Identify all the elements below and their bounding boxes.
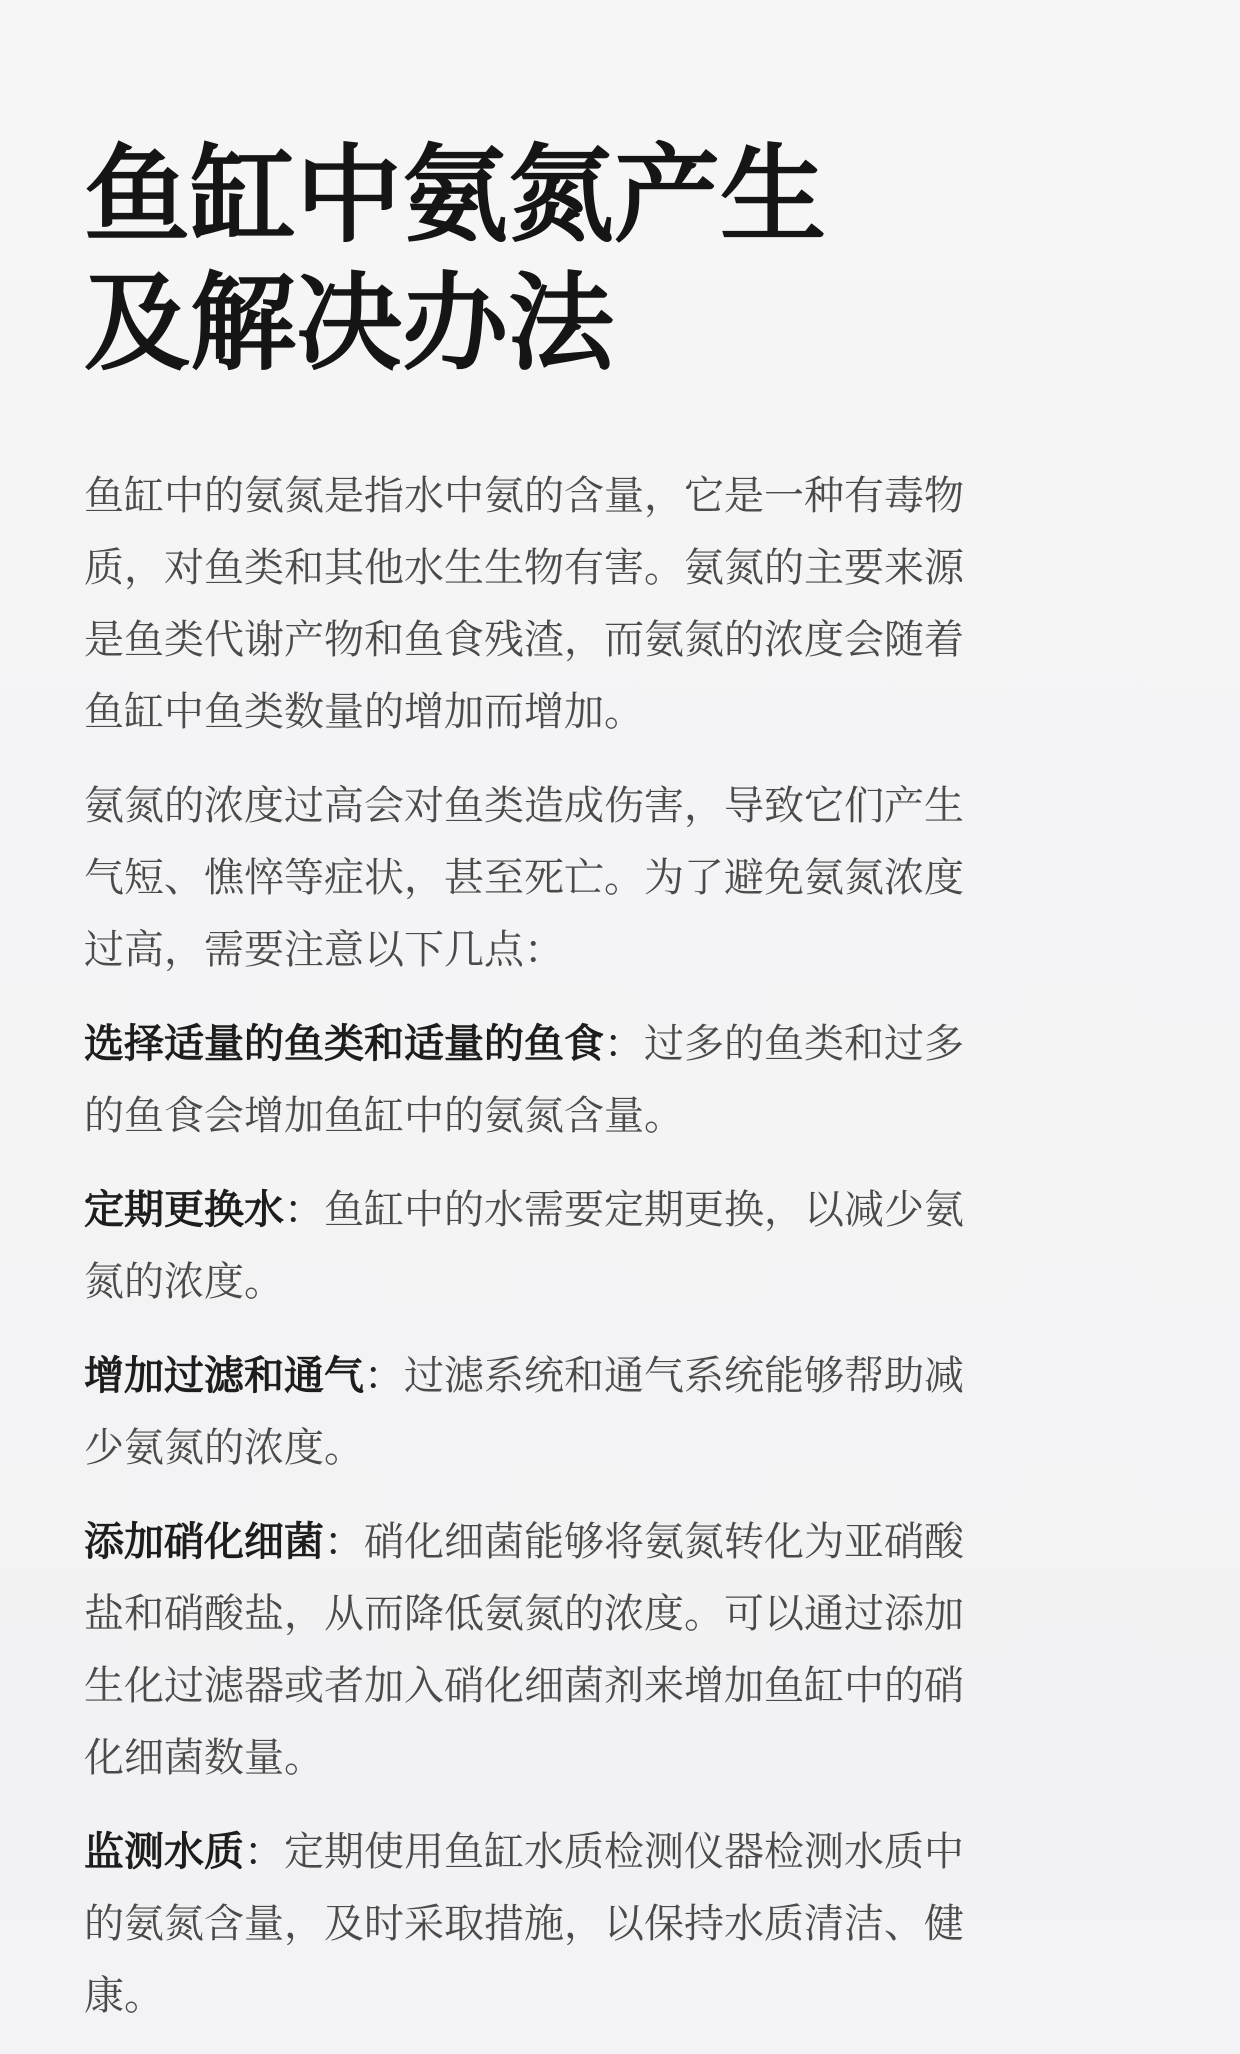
point-nitrifying-bacteria (84, 1506, 984, 1794)
title-line-2: 及解决办法 (84, 262, 614, 385)
point-label: 选择适量的鱼类和适量的鱼食 (84, 1021, 604, 1067)
point-filter-aeration (84, 1340, 984, 1484)
point-label: 定期更换水 (84, 1187, 284, 1233)
point-separator: ： (284, 1187, 324, 1233)
point-text: 鱼缸中的水需要定期更换，以减少氨氮的浓度。 (84, 1187, 964, 1305)
point-text: 定期使用鱼缸水质检测仪器检测水质中的氨氮含量，及时采取措施，以保持水质清洁、健康。 (84, 1829, 964, 2019)
point-change-water (84, 1174, 984, 1318)
point-separator: ： (324, 1519, 364, 1565)
point-label: 增加过滤和通气 (84, 1353, 364, 1399)
point-label: 监测水质 (84, 1829, 244, 1875)
article-content (84, 132, 984, 2054)
point-separator: ： (364, 1353, 404, 1399)
intro-paragraph-1: 鱼缸中的氨氮是指水中氨的含量，它是一种有毒物质，对鱼类和其他水生生物有害。氨氮的主要来源是鱼类代谢产物和鱼食残渣，而氨氮的浓度会随着鱼缸中鱼类数量的增加而增加。 (84, 473, 964, 735)
intro-paragraph-2: 氨氮的浓度过高会对鱼类造成伤害，导致它们产生气短、憔悴等症状，甚至死亡。为了避免氨氮浓度过高，需要注意以下几点： (84, 783, 964, 973)
point-text: 过多的鱼类和过多的鱼食会增加鱼缸中的氨氮含量。 (84, 1021, 964, 1139)
point-separator: ： (604, 1021, 644, 1067)
point-label: 添加硝化细菌 (84, 1519, 324, 1565)
point-monitor-water (84, 1816, 984, 2032)
point-text: 硝化细菌能够将氨氮转化为亚硝酸盐和硝酸盐，从而降低氨氮的浓度。可以通过添加生化过滤器或者加入硝化细菌剂来增加鱼缸中的硝化细菌数量。 (84, 1519, 964, 1781)
point-select-fish-food (84, 1008, 984, 1152)
point-text: 过滤系统和通气系统能够帮助减少氨氮的浓度。 (84, 1353, 964, 1471)
article-title (84, 132, 984, 388)
point-separator: ： (244, 1829, 284, 1875)
title-line-1: 鱼缸中氨氮产生 (84, 134, 826, 257)
